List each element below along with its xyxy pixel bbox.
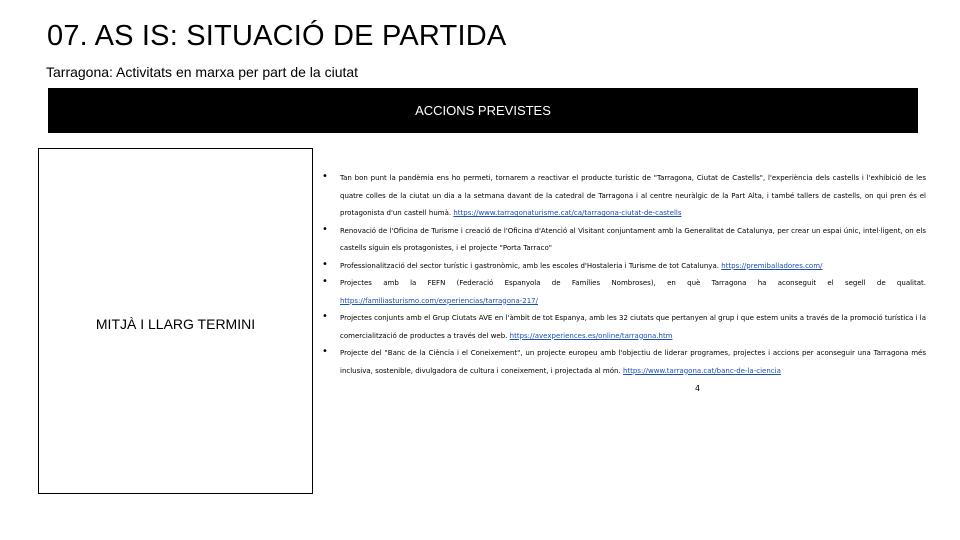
page-title: 07. AS IS: SITUACIÓ DE PARTIDA	[47, 20, 507, 52]
item-link[interactable]: https://www.tarragona.cat/banc-de-la-ciencia	[622, 366, 781, 375]
page-number: 4	[695, 384, 701, 393]
item-text: Professionalització del sector turístic i gastronòmic, amb les escoles d'Hostaleria i Turisme de tot Catalunya.	[340, 261, 719, 270]
item-link[interactable]: https://premiballadores.com/	[721, 261, 823, 270]
list-item	[322, 275, 926, 310]
banner-label: ACCIONS PREVISTES	[415, 103, 551, 118]
term-panel	[38, 148, 313, 494]
item-link[interactable]: https://avexperiences.es/online/tarragona.htm	[509, 331, 673, 340]
list-item	[322, 345, 926, 380]
list-item	[322, 223, 926, 258]
item-text: Projectes conjunts amb el Grup Ciutats AVE en l'àmbit de tot Espanya, amb les 32 ciutats que pertanyen al grup i que estem units a través de la promoció turística i la comercialització de productes a través del web.	[340, 314, 926, 340]
item-text: Projecte del "Banc de la Ciència i el Coneixement", un projecte europeu amb l'objectiu de liderar programes, projectes i accions per aconseguir una Tarragona més inclusiva, sostenible, divulgadora de cultura i coneixement, i projectada al món.	[340, 349, 926, 375]
list-item	[322, 310, 926, 345]
item-text: Renovació de l'Oficina de Turisme i creació de l'Oficina d'Atenció al Visitant conjuntament amb la Generalitat de Catalunya, per crear un espai únic, intel·ligent, on els castells siguin els protagonistes, i el projecte "Porta Tarraco"	[340, 226, 926, 252]
item-link[interactable]: https://www.tarragonaturisme.cat/ca/tarragona-ciutat-de-castells	[453, 209, 682, 217]
list-item	[322, 170, 926, 223]
section-banner	[48, 88, 918, 133]
item-link[interactable]: https://familiasturismo.com/experiencias/tarragona-217/	[340, 296, 538, 305]
item-text: Tan bon punt la pandèmia ens ho permeti, tornarem a reactivar el producte turístic de "Tarragona, Ciutat de Castells", l'experiència dels castells i l'exhibició de les quatre colles de la ciutat un dia a la setmana davant de la catedral de Tarragona i al centre neuràlgic de la Part Alta, i també tallers de castells, on qui pren és el protagonista d'un castell humà.	[340, 174, 926, 217]
actions-list	[322, 170, 926, 380]
item-text: Projectes amb la FEFN (Federació Espanyola de Famílies Nombroses), en què Tarragona ha aconseguit el segell de qualitat.	[340, 279, 926, 287]
term-label: MITJÀ I LLARG TERMINI	[95, 315, 256, 332]
page-subtitle: Tarragona: Activitats en marxa per part de la ciutat	[46, 64, 359, 80]
list-item	[322, 258, 926, 276]
